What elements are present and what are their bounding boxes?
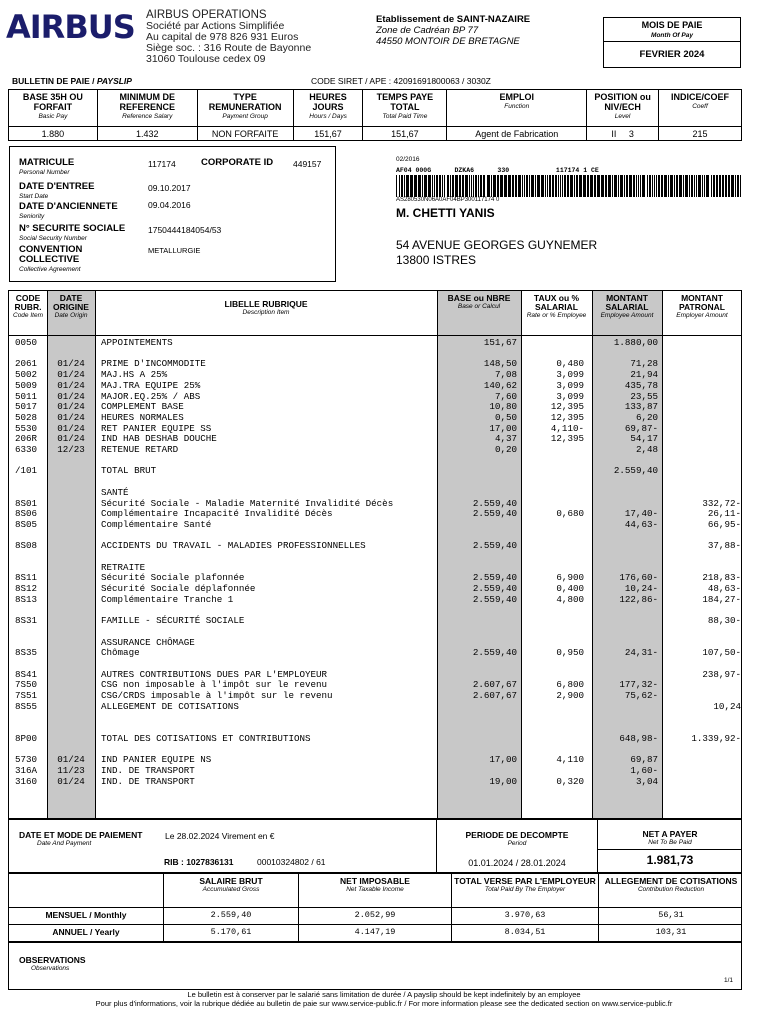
pay-cell-base: 2.559,40: [472, 583, 517, 595]
info-header-sub: Payment Group: [222, 113, 268, 120]
pay-cell-sal: 54,17: [630, 433, 658, 445]
pay-cell-lib: SANTÉ: [101, 486, 129, 498]
pay-cell-lib: MAJ.TRA EQUIPE 25%: [101, 379, 201, 391]
company-line: Au capital de 978 826 931 Euros: [146, 31, 299, 43]
pay-cell-lib: HEURES NORMALES: [101, 411, 184, 423]
pay-cell-sal: 75,62-: [624, 690, 658, 702]
pay-cell-lib: TOTAL DES COTISATIONS ET CONTRIBUTIONS: [101, 732, 311, 744]
pay-cell-lib: AUTRES CONTRIBUTIONS DUES PAR L'EMPLOYEUR: [101, 668, 328, 680]
pay-cell-lib: Chômage: [101, 647, 140, 659]
info-header-sub: Coeff: [692, 103, 708, 110]
pay-cell-code: /101: [15, 465, 38, 477]
info-value-cell: 151,67: [293, 127, 363, 141]
pay-cell-code: 8S08: [15, 540, 38, 552]
pay-cell-taux: 0,680: [556, 508, 584, 520]
info-header-label: TEMPS PAYE TOTAL: [376, 92, 434, 112]
pay-header-sub: Rate or % Employee: [526, 312, 587, 319]
pay-cell-taux: 4,800: [556, 593, 584, 605]
info-header-cell: [293, 90, 363, 127]
company-line: Siège soc. : 316 Route de Bayonne: [146, 42, 312, 54]
pay-month-sub: Month Of Pay: [651, 32, 693, 39]
establishment-line: 44550 MONTOIR DE BRETAGNE: [376, 36, 520, 47]
pay-cell-sal: 177,32-: [619, 679, 658, 691]
info-header-label: INDICE/COEF: [671, 92, 730, 102]
pay-month-label-text: MOIS DE PAIE: [641, 20, 703, 30]
pay-cell-pat: 332,72-: [702, 497, 741, 509]
pay-table-header: [9, 291, 741, 336]
pay-cell-sal: 2,48: [635, 444, 658, 455]
pay-cell-lib: TOTAL BRUT: [101, 465, 157, 477]
pay-header-label: MONTANT PATRONAL: [679, 293, 725, 312]
footer-line: Pour plus d'informations, voir la rubrique dédiée au bulletin de paie sur www.service-public.fr / For more information please see the dedicated section on www.service-public.fr: [95, 999, 673, 1008]
bulletin-title: [12, 76, 132, 86]
pay-cell-pat: 66,95-: [707, 518, 741, 530]
contract-info-table: [8, 89, 742, 141]
pay-header-label: DATE ORIGINE: [53, 293, 89, 312]
siret: CODE SIRET / APE : 42091691800063 / 3030Z: [311, 76, 491, 86]
pay-cell-sal: 23,55: [630, 390, 658, 402]
pay-cell-base: 17,00: [489, 754, 517, 766]
pay-cell-base: 2.559,40: [472, 593, 517, 605]
pay-cell-code: 316A: [15, 765, 38, 776]
start-date-value: 09.10.2017: [148, 183, 191, 193]
totals-value: 8.034,51: [451, 925, 598, 941]
pay-cell-code: 8S13: [15, 593, 38, 605]
pay-cell-pat: 10,24: [713, 700, 741, 712]
pay-cell-lib: IND PANIER EQUIPE NS: [101, 754, 212, 766]
pay-cell-sal: 21,94: [630, 369, 658, 381]
pay-header-sub: Employer Amount: [676, 312, 728, 319]
pay-cell-lib: ALLEGEMENT DE COTISATIONS: [101, 700, 239, 712]
pay-cell-base: 19,00: [489, 775, 517, 787]
pay-header-cell: [521, 291, 592, 335]
observations-box: [8, 942, 742, 990]
period-label: PERIODE DE DECOMPTE: [465, 830, 569, 840]
pay-header-sub: Code Item: [13, 312, 43, 319]
pay-cell-code: 8S31: [15, 615, 38, 627]
company-info: [146, 10, 311, 65]
seniority-label: DATE D'ANCIENNETE Seniority: [19, 201, 118, 220]
net-pay-label: NET A PAYER: [642, 829, 698, 839]
pay-header-sub: Employee Amount: [600, 312, 654, 319]
pay-cell-base: 2.559,40: [472, 497, 517, 509]
pay-month-label: [604, 18, 740, 42]
totals-header-cell: [451, 874, 598, 907]
totals-row-label: ANNUEL / Yearly: [52, 927, 120, 937]
info-value-cell: 1.880: [9, 127, 98, 141]
pay-cell-date: 01/24: [57, 754, 85, 766]
pay-month-box: [603, 17, 741, 68]
address-line: 13800 ISTRES: [396, 253, 477, 267]
pay-cell-sal: 17,40-: [624, 508, 658, 520]
pay-cell-lib: ACCIDENTS DU TRAVAIL - MALADIES PROFESSIONNELLES: [101, 540, 366, 552]
pay-cell-sal: 10,24-: [624, 583, 658, 595]
pay-cell-date: 01/24: [57, 401, 85, 413]
pay-cell-sal: 6,20: [635, 411, 658, 423]
payment-date-label: DATE ET MODE DE PAIEMENT: [19, 830, 143, 840]
employee-box: [9, 146, 336, 282]
seniority-value: 09.04.2016: [148, 200, 191, 210]
info-header-label: BASE 35H OU FORFAIT: [22, 92, 83, 112]
pay-header-cell: [47, 291, 95, 335]
pay-cell-lib: APPOINTEMENTS: [101, 337, 173, 348]
info-header-label: POSITION ou NIV/ECH: [594, 92, 651, 112]
pay-cell-date: 01/24: [57, 775, 85, 787]
totals-row-label: MENSUEL / Monthly: [45, 910, 127, 920]
pay-cell-pat: 26,11-: [707, 508, 741, 520]
pay-header-cell: [437, 291, 521, 335]
pay-cell-base: 0,20: [494, 444, 517, 455]
pay-cell-pat: 48,63-: [707, 583, 741, 595]
pay-cell-base: 7,08: [494, 369, 517, 381]
info-value-cell: Agent de Fabrication: [447, 127, 587, 141]
rib-value: 00010324802 / 61: [257, 857, 326, 867]
footer-line: Le bulletin est à conserver par le salarié sans limitation de durée / A payslip should be kept indefinitely by an employee: [187, 990, 581, 999]
pay-cell-taux: 3,099: [556, 369, 584, 381]
totals-value: 2.559,40: [163, 908, 298, 924]
pay-cell-pat: 238,97-: [702, 668, 741, 680]
info-header-sub: Total Paid Time: [382, 113, 428, 120]
totals-row: [8, 925, 742, 942]
pay-cell-date: 11/23: [57, 765, 85, 776]
pay-cell-code: 5017: [15, 401, 38, 413]
pay-header-label: TAUX ou % SALARIAL: [533, 293, 580, 312]
totals-header-label: SALAIRE BRUT: [199, 876, 263, 886]
establishment-line: Zone de Cadréan BP 77: [376, 25, 479, 36]
pay-cell-code: 3160: [15, 775, 38, 787]
info-header-cell: [97, 90, 197, 127]
pay-cell-code: 5002: [15, 369, 38, 381]
pay-header-label: LIBELLE RUBRIQUE: [224, 299, 308, 309]
pay-cell-taux: 4,110: [556, 754, 584, 766]
page-number: 1/1: [723, 977, 733, 984]
totals-row: [8, 908, 742, 925]
totals-header-sub: Accumulated Gross: [202, 886, 260, 893]
pay-cell-taux: 0,400: [556, 583, 584, 595]
pay-cell-sal: 69,87: [630, 754, 658, 766]
pay-cell-pat: 107,50-: [702, 647, 741, 659]
observations-sub: Observations: [31, 965, 70, 972]
totals-header-sub: Total Paid By The Employer: [484, 886, 566, 893]
pay-header-cell: [662, 291, 742, 335]
pay-cell-sal: 176,60-: [619, 572, 658, 584]
establishment: [376, 14, 530, 47]
totals-value: 5.170,61: [163, 925, 298, 941]
info-header-sub: Level: [614, 113, 631, 120]
pay-cell-lib: CSG/CRDS imposable à l'impôt sur le revenu: [101, 690, 333, 702]
info-header-sub: Reference Salary: [122, 113, 173, 120]
pay-cell-lib: RETENUE RETARD: [101, 444, 179, 455]
footer: [0, 990, 768, 1008]
pay-cell-code: 5028: [15, 411, 38, 423]
pay-cell-code: 5730: [15, 754, 38, 766]
pay-cell-code: 5530: [15, 422, 38, 434]
pay-cell-base: 2.607,67: [472, 690, 517, 702]
info-header-label: TYPE REMUNERATION: [208, 92, 282, 112]
pay-cell-sal: 648,98-: [619, 732, 658, 744]
pay-cell-date: 01/24: [57, 358, 85, 370]
pay-header-cell: [95, 291, 437, 335]
pay-cell-code: 0050: [15, 337, 38, 348]
totals-value: 103,31: [598, 925, 743, 941]
pay-cell-lib: RETRAITE: [101, 561, 146, 573]
pay-cell-sal: 1,60-: [630, 765, 658, 776]
pay-cell-code: 8S41: [15, 668, 38, 680]
barcode-text: AS280530N06A0AF04BP300117174 0: [396, 197, 500, 203]
establishment-name: Etablissement de SAINT-NAZAIRE: [376, 14, 531, 25]
pay-header-sub: Date Origin: [54, 312, 88, 319]
company-line: 31060 Toulouse cedex 09: [146, 53, 266, 65]
pay-header-sub: Description Item: [242, 309, 290, 316]
pay-cell-lib: ASSURANCE CHÔMAGE: [101, 636, 195, 648]
payment-date-sub: Date And Payment: [37, 840, 92, 847]
pay-cell-code: 5011: [15, 390, 38, 402]
pay-cell-lib: MAJ.HS A 25%: [101, 369, 168, 381]
pay-cell-sal: 2.559,40: [613, 465, 658, 477]
pay-lines-table: [8, 290, 742, 819]
pay-cell-sal: 71,28: [630, 358, 658, 370]
pay-cell-pat: 37,88-: [707, 540, 741, 552]
pay-cell-code: 8S06: [15, 508, 38, 520]
net-pay-sub: Net To Be Paid: [648, 839, 692, 846]
social-security-label: N° SECURITE SOCIALE Social Security Number: [19, 223, 126, 242]
pay-cell-base: 10,80: [489, 401, 517, 413]
pay-cell-taux: 12,395: [550, 433, 584, 445]
info-header-sub: Basic Pay: [38, 113, 68, 120]
info-header-label: MINIMUM DE REFERENCE: [119, 92, 175, 112]
pay-cell-lib: Sécurité Sociale - Maladie Maternité Invalidité Décès: [101, 497, 394, 509]
totals-header-cell: [163, 874, 298, 907]
pay-cell-lib: Sécurité Sociale déplafonnée: [101, 583, 256, 595]
collective-agreement-label: CONVENTION COLLECTIVE Collective Agreement: [19, 244, 83, 273]
totals-value: 4.147,19: [298, 925, 451, 941]
pay-month-value: FEVRIER 2024: [639, 49, 705, 60]
barcode-codes: AF04 000G DZKA6 330 117174 1 CE: [396, 167, 599, 174]
pay-cell-pat: 218,83-: [702, 572, 741, 584]
totals-header-label: NET IMPOSABLE: [340, 876, 410, 886]
pay-cell-sal: 3,04: [635, 775, 658, 787]
info-header-cell: [363, 90, 447, 127]
totals-header-sub: Contribution Reduction: [637, 886, 705, 893]
totals-value: 3.970,63: [451, 908, 598, 924]
pay-cell-base: 151,67: [483, 337, 517, 348]
pay-header-sub: Base or Calcul: [457, 303, 501, 310]
info-header-cell: [9, 90, 98, 127]
pay-cell-pat: 184,27-: [702, 593, 741, 605]
pay-cell-taux: 3,099: [556, 379, 584, 391]
pay-cell-sal: 133,87: [624, 401, 658, 413]
totals-value: 2.052,99: [298, 908, 451, 924]
totals-header-label: TOTAL VERSE PAR L'EMPLOYEUR: [454, 876, 596, 886]
pay-cell-lib: CSG non imposable à l'impôt sur le revenu: [101, 679, 328, 691]
totals-header-row: [8, 873, 742, 908]
info-header-label: HEURES JOURS: [309, 92, 347, 112]
pay-cell-code: 8S55: [15, 700, 38, 712]
pay-cell-base: 2.559,40: [472, 647, 517, 659]
pay-cell-taux: 0,480: [556, 358, 584, 370]
pay-cell-base: 140,62: [483, 379, 517, 391]
pay-cell-taux: 12,395: [550, 401, 584, 413]
airbus-logo: AIRBUS: [6, 8, 135, 46]
pay-cell-date: 01/24: [57, 390, 85, 402]
pay-cell-date: 01/24: [57, 379, 85, 391]
pay-cell-base: 7,60: [494, 390, 517, 402]
info-header-cell: [587, 90, 659, 127]
info-header-label: EMPLOI: [499, 92, 534, 102]
pay-header-label: CODE RUBR.: [14, 293, 42, 312]
pay-cell-date: 01/24: [57, 411, 85, 423]
pay-cell-lib: IND. DE TRANSPORT: [101, 765, 195, 776]
pay-cell-base: 17,00: [489, 422, 517, 434]
totals-header-label: ALLEGEMENT DE COTISATIONS: [604, 876, 738, 886]
pay-cell-date: 01/24: [57, 422, 85, 434]
bulletin-en: PAYSLIP: [96, 76, 132, 86]
pay-cell-base: 2.559,40: [472, 540, 517, 552]
info-value-cell: NON FORFAITE: [197, 127, 293, 141]
pay-cell-lib: Sécurité Sociale plafonnée: [101, 572, 245, 584]
totals-header-cell: [598, 874, 743, 907]
info-value-cell: 151,67: [363, 127, 447, 141]
net-pay-value: 1.981,73: [646, 853, 694, 867]
pay-cell-sal: 435,78: [624, 379, 658, 391]
employee-address: [396, 238, 597, 268]
pay-cell-taux: 4,110-: [550, 422, 584, 434]
pay-cell-code: 8S35: [15, 647, 38, 659]
pay-cell-date: 12/23: [57, 444, 85, 455]
pay-cell-taux: 12,395: [550, 411, 584, 423]
totals-value: 56,31: [598, 908, 743, 924]
pay-cell-taux: 6,800: [556, 679, 584, 691]
pay-header-label: MONTANT SALARIAL: [605, 293, 649, 312]
pay-cell-code: 7S51: [15, 690, 38, 702]
pay-cell-code: 6330: [15, 444, 38, 455]
period-sub: Period: [507, 840, 527, 847]
pay-cell-lib: PRIME D'INCOMMODITE: [101, 358, 206, 370]
info-value-cell: 215: [659, 127, 742, 141]
pay-cell-code: 7S50: [15, 679, 38, 691]
pay-cell-sal: 44,63-: [624, 518, 658, 530]
pay-cell-base: 148,50: [483, 358, 517, 370]
pay-header-cell: [592, 291, 662, 335]
pay-cell-pat: 88,30-: [707, 615, 741, 627]
barcode-date: 02/2016: [396, 156, 420, 163]
pay-cell-lib: MAJOR.EQ.25% / ABS: [101, 390, 201, 402]
company-line: Société par Actions Simplifiée: [146, 20, 285, 32]
pay-cell-code: 8P00: [15, 732, 38, 744]
matricule-label: MATRICULE Personal Number: [19, 157, 75, 176]
rib-label: RIB : 1027836131: [164, 857, 234, 867]
address-line: 54 AVENUE GEORGES GUYNEMER: [396, 238, 598, 252]
info-header-sub: Function: [504, 103, 530, 110]
employee-name: M. CHETTI YANIS: [396, 206, 495, 220]
pay-cell-code: 206R: [15, 433, 38, 445]
pay-cell-lib: FAMILLE - SÉCURITÉ SOCIALE: [101, 615, 245, 627]
pay-cell-base: 4,37: [494, 433, 517, 445]
corporate-id-label: CORPORATE ID: [201, 157, 274, 168]
info-value-cell: II 3: [587, 127, 659, 141]
pay-cell-sal: 1.880,00: [613, 337, 658, 348]
pay-header-label: BASE ou NBRE: [447, 293, 511, 303]
corporate-id-value: 449157: [293, 159, 322, 169]
pay-cell-base: 0,50: [494, 411, 517, 423]
payment-section: [8, 819, 742, 873]
pay-cell-sal: 122,86-: [619, 593, 658, 605]
pay-cell-date: 01/24: [57, 433, 85, 445]
pay-cell-lib: Complémentaire Tranche 1: [101, 593, 234, 605]
info-value-cell: 1.432: [97, 127, 197, 141]
pay-cell-lib: RET PANIER EQUIPE SS: [101, 422, 212, 434]
pay-cell-date: 01/24: [57, 369, 85, 381]
info-header-cell: [659, 90, 742, 127]
pay-cell-pat: 1.339,92-: [691, 732, 741, 744]
matricule-value: 117174: [148, 159, 176, 169]
collective-agreement-value: METALLURGIE: [148, 246, 201, 255]
barcode-icon: [396, 175, 741, 197]
observations-label: OBSERVATIONS: [19, 955, 86, 965]
pay-cell-sal: 69,87-: [624, 422, 658, 434]
pay-cell-lib: COMPLEMENT BASE: [101, 401, 184, 413]
pay-cell-taux: 2,900: [556, 690, 584, 702]
payment-date-value: Le 28.02.2024 Virement en €: [165, 831, 275, 841]
social-security-value: 1750444184054/53: [148, 225, 222, 235]
pay-cell-taux: 6,900: [556, 572, 584, 584]
pay-cell-sal: 24,31-: [624, 647, 658, 659]
pay-cell-taux: 3,099: [556, 390, 584, 402]
info-header-cell: [197, 90, 293, 127]
totals-header-cell: [298, 874, 451, 907]
totals-header-sub: Net Taxable Income: [346, 886, 404, 893]
pay-cell-code: 2061: [15, 358, 38, 370]
pay-cell-taux: 0,950: [556, 647, 584, 659]
bulletin-fr: BULLETIN DE PAIE /: [12, 76, 97, 86]
pay-cell-code: 5009: [15, 379, 38, 391]
pay-cell-code: 8S05: [15, 518, 38, 530]
pay-header-cell: [9, 291, 47, 335]
pay-cell-base: 2.559,40: [472, 508, 517, 520]
net-pay-header: [598, 820, 742, 850]
pay-cell-lib: Complémentaire Santé: [101, 518, 212, 530]
totals-table: [8, 873, 742, 942]
pay-cell-lib: IND HAB DESHAB DOUCHE: [101, 433, 217, 445]
pay-cell-code: 8S01: [15, 497, 38, 509]
company-name: AIRBUS OPERATIONS: [146, 9, 267, 21]
info-header-sub: Hours / Days: [309, 113, 347, 120]
pay-cell-code: 8S11: [15, 572, 38, 584]
info-header-cell: [447, 90, 587, 127]
pay-cell-base: 2.607,67: [472, 679, 517, 691]
pay-cell-lib: IND. DE TRANSPORT: [101, 775, 195, 787]
period-value: 01.01.2024 / 28.01.2024: [468, 858, 566, 868]
pay-cell-base: 2.559,40: [472, 572, 517, 584]
pay-cell-lib: Complémentaire Incapacité Invalidité Décès: [101, 508, 333, 520]
pay-cell-taux: 0,320: [556, 775, 584, 787]
pay-cell-code: 8S12: [15, 583, 38, 595]
start-date-label: DATE D'ENTREE Start Date: [19, 181, 95, 200]
